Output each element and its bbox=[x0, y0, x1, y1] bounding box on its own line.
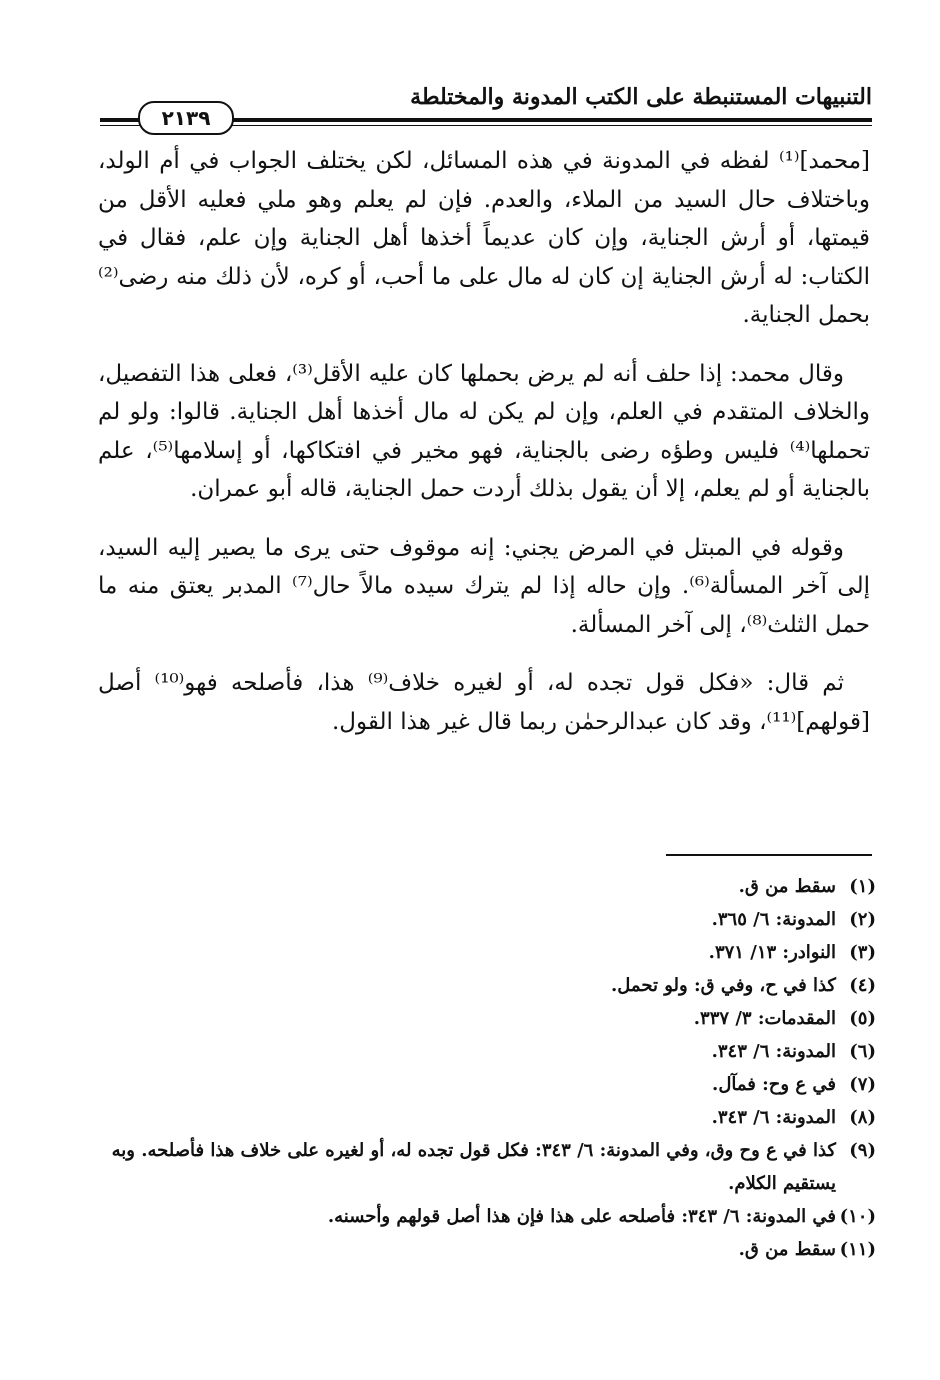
paragraph: وقوله في المبتل في المرض يجني: إنه موقوف حتى يرى ما يصير إليه السيد، إلى آخر المسألة⁽⁶⁾. وإن حاله إذا لم يترك سيده مالاً حال⁽⁷⁾ المدبر يعتق منه ما حمل الثلث⁽⁸⁾، إلى آخر المسألة. bbox=[98, 534, 870, 638]
page-number: ٢١٣٩ bbox=[161, 106, 211, 130]
footnote-text: المدونة: ٦/ ٣٤٣. bbox=[711, 1107, 836, 1128]
footnote-text: كذا في ع وح وق، وفي المدونة: ٦/ ٣٤٣: فكل قول تجده له، أو لغيره على خلاف هذا فأصلحه. وبه يستقيم الكلام. bbox=[111, 1140, 836, 1194]
page-number-badge bbox=[138, 101, 234, 135]
footnote-text: كذا في ح، وفي ق: ولو تحمل. bbox=[611, 975, 836, 996]
footnote-number: (٥) bbox=[849, 1008, 876, 1029]
main-text bbox=[98, 142, 870, 761]
footnote-text: في ع وح: فمآل. bbox=[712, 1074, 836, 1095]
paragraph: ثم قال: «فكل قول تجده له، أو لغيره خلاف⁽⁹⁾ هذا، فأصلحه فهو⁽¹⁰⁾ أصل [قولهم]⁽¹¹⁾، وقد كان عبدالرحمٰن ربما قال غير هذا القول. bbox=[98, 670, 870, 735]
footnote bbox=[98, 1002, 876, 1035]
footnote-number: (٦) bbox=[849, 1041, 876, 1062]
footnote-number: (٢) bbox=[849, 909, 876, 930]
footnote bbox=[98, 1200, 876, 1233]
footnote-text: النوادر: ١٣/ ٣٧١. bbox=[708, 942, 836, 963]
footnote-number: (٣) bbox=[849, 942, 876, 963]
footnote bbox=[98, 969, 876, 1002]
footnote-separator bbox=[666, 854, 872, 856]
footnote bbox=[98, 903, 876, 936]
footnote-text: سقط من ق. bbox=[738, 876, 836, 897]
footnote-number: (٧) bbox=[849, 1074, 876, 1095]
footnote-number: (٨) bbox=[849, 1107, 876, 1128]
footnote-number: (١) bbox=[849, 876, 876, 897]
footnote bbox=[98, 1134, 876, 1200]
footnote bbox=[98, 1101, 876, 1134]
footnote-text: سقط من ق. bbox=[738, 1239, 836, 1260]
footnote-number: (٩) bbox=[849, 1140, 876, 1161]
footnote-text: المدونة: ٦/ ٣٤٣. bbox=[711, 1041, 836, 1062]
paragraph: [محمد]⁽¹⁾ لفظه في المدونة في هذه المسائل، لكن يختلف الجواب في أم الولد، وباختلاف حال السيد من الملاء، والعدم. فإن لم يعلم وهو ملي فعليه الأقل من قيمتها، أو أرش الجناية، وإن كان عديماً أخذها أهل الجناية وإن علم، فقال في الكتاب: له أرش الجناية إن كان له مال على ما أحب، أو كره، لأن ذلك منه رضى⁽²⁾ بحمل الجناية. bbox=[98, 148, 870, 328]
footnote-number: (١١) bbox=[839, 1239, 876, 1260]
footnote bbox=[98, 1068, 876, 1101]
footnote-number: (٤) bbox=[849, 975, 876, 996]
footnote bbox=[98, 936, 876, 969]
footnote bbox=[98, 870, 876, 903]
footnote bbox=[98, 1035, 876, 1068]
footnotes bbox=[98, 870, 876, 1266]
paragraph: وقال محمد: إذا حلف أنه لم يرض بحملها كان عليه الأقل⁽³⁾، فعلى هذا التفصيل، والخلاف المتقدم في العلم، وإن لم يكن له مال أخذها أهل الجناية. قالوا: ولو لم تحملها⁽⁴⁾ فليس وطؤه رضى بالجناية، فهو مخير في افتكاكها، أو إسلامها⁽⁵⁾، علم بالجناية أو لم يعلم، إلا أن يقول بذلك أردت حمل الجناية، قاله أبو عمران. bbox=[98, 360, 870, 502]
footnote-number: (١٠) bbox=[839, 1206, 876, 1227]
footnote-text: المدونة: ٦/ ٣٦٥. bbox=[711, 909, 836, 930]
footnote-text: في المدونة: ٦/ ٣٤٣: فأصلحه على هذا فإن هذا أصل قولهم وأحسنه. bbox=[327, 1206, 836, 1227]
footnote-text: المقدمات: ٣/ ٣٣٧. bbox=[693, 1008, 836, 1029]
running-title: التنبيهات المستنبطة على الكتب المدونة والمختلطة bbox=[410, 84, 872, 110]
footnote bbox=[98, 1233, 876, 1266]
